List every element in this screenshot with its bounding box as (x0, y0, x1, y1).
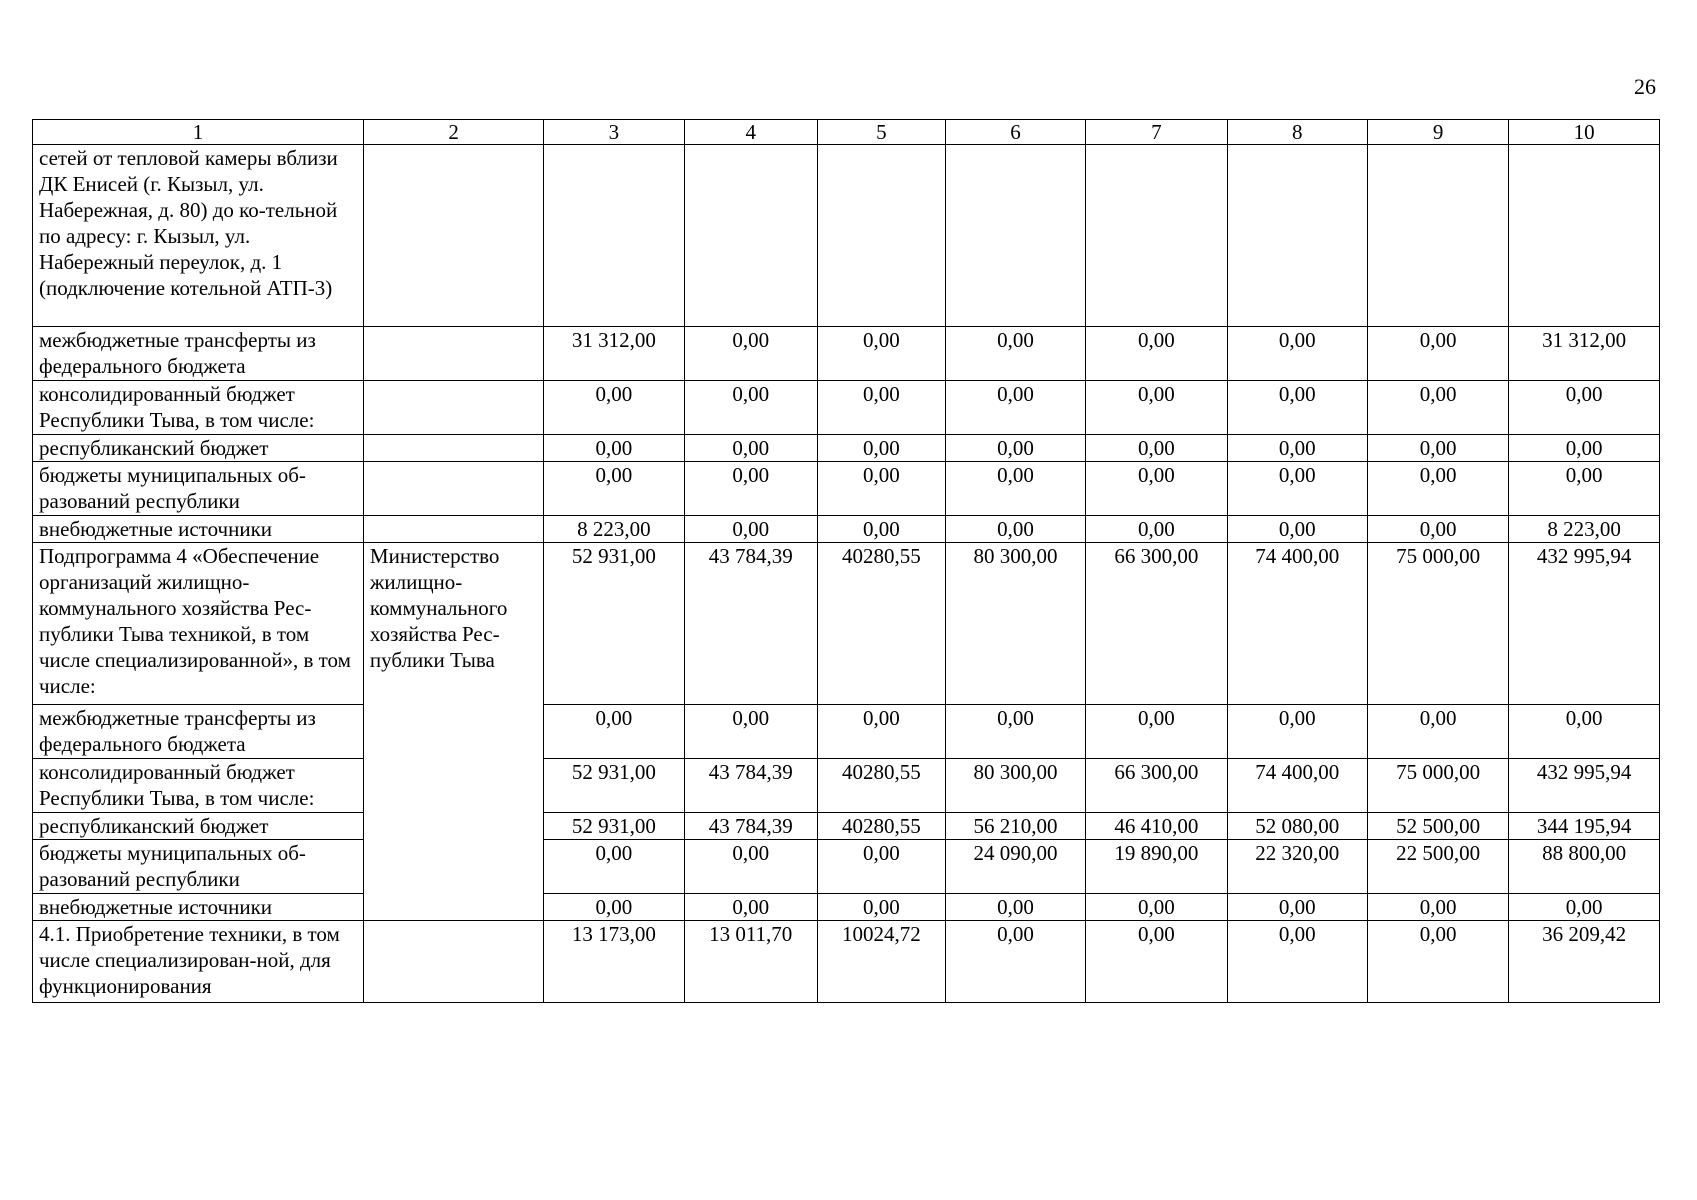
value-cell (1509, 145, 1660, 327)
value-cell: 0,00 (684, 705, 817, 759)
value-cell: 0,00 (1227, 516, 1367, 543)
value-cell: 0,00 (684, 381, 817, 435)
header-cell: 9 (1367, 120, 1508, 145)
value-cell: 80 300,00 (945, 759, 1085, 813)
value-cell: 0,00 (945, 516, 1085, 543)
value-cell (544, 145, 684, 327)
header-cell: 5 (817, 120, 945, 145)
value-cell (817, 145, 945, 327)
value-cell: 24 090,00 (945, 840, 1085, 894)
value-cell: 0,00 (817, 840, 945, 894)
table-row (33, 921, 1660, 1003)
value-cell: 432 995,94 (1509, 543, 1660, 705)
value-cell: 52 931,00 (544, 759, 684, 813)
value-cell: 0,00 (1367, 894, 1508, 921)
table-row (33, 381, 1660, 435)
value-cell: 0,00 (1367, 921, 1508, 1003)
value-cell: 0,00 (1367, 516, 1508, 543)
value-cell: 0,00 (1227, 381, 1367, 435)
table-row (33, 543, 1660, 705)
header-cell: 1 (33, 120, 364, 145)
value-cell: 0,00 (1227, 462, 1367, 516)
row-label: межбюджетные трансферты из федерального бюджета (33, 327, 364, 381)
value-cell: 0,00 (1509, 462, 1660, 516)
row-label: консолидированный бюджет Республики Тыва, в том числе: (33, 759, 364, 813)
value-cell: 0,00 (1509, 435, 1660, 462)
row-label: внебюджетные источники (33, 516, 364, 543)
value-cell: 0,00 (1086, 327, 1227, 381)
value-cell: 8 223,00 (544, 516, 684, 543)
executor-cell (363, 921, 543, 1003)
value-cell: 0,00 (544, 462, 684, 516)
executor-cell (363, 327, 543, 381)
value-cell: 0,00 (1367, 705, 1508, 759)
value-cell (945, 145, 1085, 327)
budget-table (32, 119, 1660, 1003)
value-cell: 0,00 (1086, 516, 1227, 543)
value-cell: 40280,55 (817, 759, 945, 813)
value-cell: 0,00 (684, 840, 817, 894)
value-cell: 43 784,39 (684, 543, 817, 705)
value-cell: 0,00 (1086, 894, 1227, 921)
header-cell: 7 (1086, 120, 1227, 145)
executor-cell (363, 381, 543, 435)
value-cell: 8 223,00 (1509, 516, 1660, 543)
value-cell: 0,00 (945, 435, 1085, 462)
value-cell: 52 500,00 (1367, 813, 1508, 840)
value-cell: 56 210,00 (945, 813, 1085, 840)
value-cell: 0,00 (817, 327, 945, 381)
value-cell: 0,00 (544, 381, 684, 435)
header-cell: 8 (1227, 120, 1367, 145)
value-cell: 43 784,39 (684, 759, 817, 813)
value-cell: 31 312,00 (1509, 327, 1660, 381)
value-cell: 0,00 (1086, 462, 1227, 516)
value-cell: 13 173,00 (544, 921, 684, 1003)
value-cell: 344 195,94 (1509, 813, 1660, 840)
value-cell: 74 400,00 (1227, 543, 1367, 705)
table-row (33, 327, 1660, 381)
executor-cell (363, 145, 543, 327)
header-cell: 6 (945, 120, 1085, 145)
value-cell: 0,00 (945, 705, 1085, 759)
value-cell: 0,00 (817, 462, 945, 516)
value-cell: 10024,72 (817, 921, 945, 1003)
value-cell: 0,00 (544, 840, 684, 894)
table-row (33, 516, 1660, 543)
value-cell: 0,00 (945, 462, 1085, 516)
value-cell: 0,00 (1227, 327, 1367, 381)
table-row (33, 840, 1660, 894)
table-row (33, 705, 1660, 759)
table-row (33, 813, 1660, 840)
executor-cell (363, 516, 543, 543)
value-cell: 0,00 (817, 894, 945, 921)
value-cell: 0,00 (1509, 894, 1660, 921)
value-cell: 0,00 (684, 894, 817, 921)
table-row (33, 462, 1660, 516)
value-cell: 0,00 (1227, 894, 1367, 921)
value-cell: 0,00 (817, 381, 945, 435)
row-label: бюджеты муниципальных об-разований республики (33, 462, 364, 516)
value-cell: 0,00 (1367, 435, 1508, 462)
value-cell: 0,00 (1227, 705, 1367, 759)
value-cell: 0,00 (1509, 381, 1660, 435)
row-label: межбюджетные трансферты из федерального бюджета (33, 705, 364, 759)
executor-cell: Министерство жилищно-коммунального хозяйства Рес-публики Тыва (363, 543, 543, 921)
value-cell: 74 400,00 (1227, 759, 1367, 813)
value-cell: 75 000,00 (1367, 543, 1508, 705)
row-label: бюджеты муниципальных об-разований республики (33, 840, 364, 894)
table-row (33, 894, 1660, 921)
value-cell: 52 931,00 (544, 543, 684, 705)
table-row (33, 435, 1660, 462)
value-cell: 0,00 (1086, 435, 1227, 462)
table-row (33, 759, 1660, 813)
executor-cell (363, 435, 543, 462)
value-cell: 0,00 (945, 921, 1085, 1003)
value-cell (1086, 145, 1227, 327)
value-cell: 40280,55 (817, 813, 945, 840)
value-cell: 80 300,00 (945, 543, 1085, 705)
value-cell: 0,00 (1086, 381, 1227, 435)
value-cell: 19 890,00 (1086, 840, 1227, 894)
value-cell: 75 000,00 (1367, 759, 1508, 813)
value-cell: 432 995,94 (1509, 759, 1660, 813)
value-cell: 52 931,00 (544, 813, 684, 840)
header-cell: 3 (544, 120, 684, 145)
value-cell: 52 080,00 (1227, 813, 1367, 840)
value-cell: 0,00 (817, 435, 945, 462)
value-cell: 0,00 (684, 462, 817, 516)
value-cell (1227, 145, 1367, 327)
row-label: Подпрограмма 4 «Обеспечение организаций жилищно-коммунального хозяйства Рес-публики Тыва техникой, в том числе специализированной», в том числе: (33, 543, 364, 705)
value-cell: 0,00 (1227, 435, 1367, 462)
executor-cell (363, 462, 543, 516)
value-cell: 43 784,39 (684, 813, 817, 840)
value-cell: 0,00 (945, 894, 1085, 921)
header-cell: 4 (684, 120, 817, 145)
value-cell: 0,00 (1086, 921, 1227, 1003)
value-cell: 36 209,42 (1509, 921, 1660, 1003)
table-row (33, 145, 1660, 327)
row-label: консолидированный бюджет Республики Тыва, в том числе: (33, 381, 364, 435)
value-cell: 0,00 (817, 516, 945, 543)
row-label: сетей от тепловой камеры вблизи ДК Енисей (г. Кызыл, ул. Набережная, д. 80) до ко-тельной по адресу: г. Кызыл, ул. Набережный переулок, д. 1 (подключение котельной АТП-3) (33, 145, 364, 327)
value-cell: 0,00 (945, 381, 1085, 435)
value-cell: 66 300,00 (1086, 759, 1227, 813)
value-cell: 22 320,00 (1227, 840, 1367, 894)
header-cell: 10 (1509, 120, 1660, 145)
value-cell: 0,00 (684, 435, 817, 462)
header-cell: 2 (363, 120, 543, 145)
value-cell: 22 500,00 (1367, 840, 1508, 894)
value-cell: 66 300,00 (1086, 543, 1227, 705)
value-cell: 0,00 (544, 705, 684, 759)
value-cell: 0,00 (544, 435, 684, 462)
value-cell: 0,00 (945, 327, 1085, 381)
value-cell (1367, 145, 1508, 327)
value-cell: 0,00 (544, 894, 684, 921)
table-header-row (33, 120, 1660, 145)
row-label: республиканский бюджет (33, 813, 364, 840)
value-cell: 0,00 (1367, 381, 1508, 435)
value-cell: 0,00 (1509, 705, 1660, 759)
value-cell: 40280,55 (817, 543, 945, 705)
value-cell: 13 011,70 (684, 921, 817, 1003)
value-cell: 0,00 (1367, 327, 1508, 381)
row-label: 4.1. Приобретение техники, в том числе специализирован-ной, для функционирования (33, 921, 364, 1003)
row-label: республиканский бюджет (33, 435, 364, 462)
value-cell: 0,00 (817, 705, 945, 759)
row-label: внебюджетные источники (33, 894, 364, 921)
value-cell: 31 312,00 (544, 327, 684, 381)
value-cell: 0,00 (1086, 705, 1227, 759)
value-cell: 88 800,00 (1509, 840, 1660, 894)
value-cell: 0,00 (684, 327, 817, 381)
value-cell: 46 410,00 (1086, 813, 1227, 840)
page-number: 26 (1634, 74, 1656, 99)
value-cell: 0,00 (1227, 921, 1367, 1003)
value-cell (684, 145, 817, 327)
value-cell: 0,00 (684, 516, 817, 543)
value-cell: 0,00 (1367, 462, 1508, 516)
